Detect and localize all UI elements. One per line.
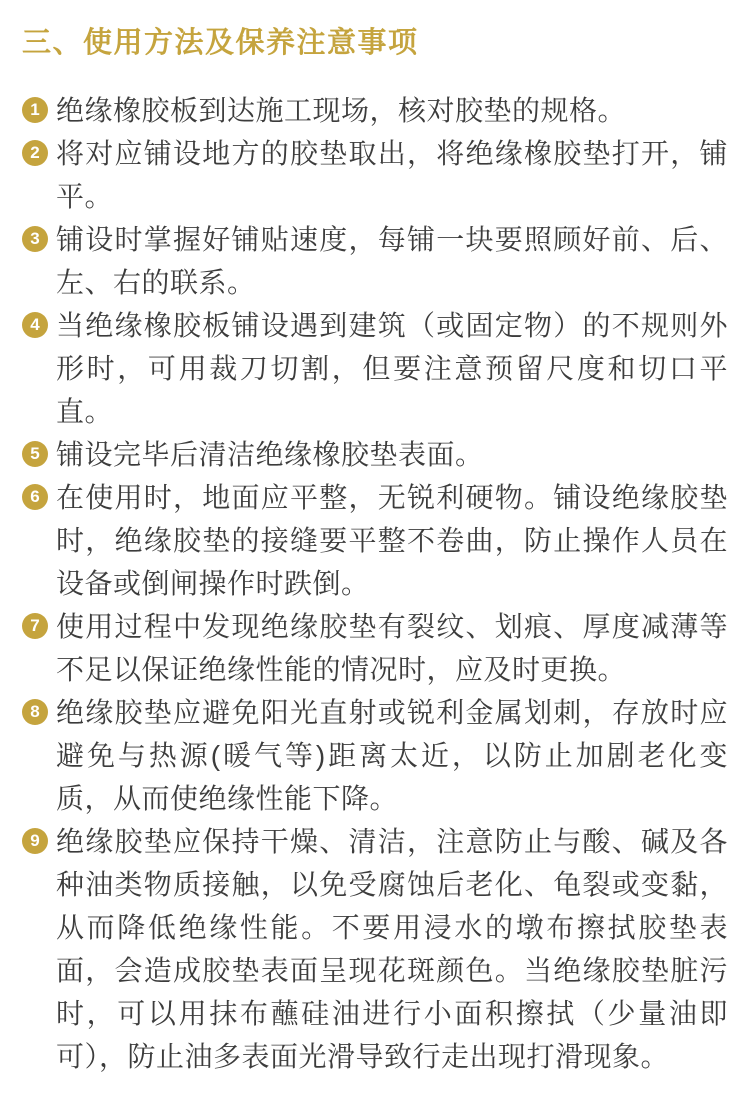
- item-number-badge: 9: [22, 828, 48, 854]
- item-number-badge: 5: [22, 441, 48, 467]
- list-item: [22, 304, 728, 433]
- item-text: 将对应铺设地方的胶垫取出，将绝缘橡胶垫打开，铺平。: [56, 137, 728, 212]
- list-item: [22, 89, 728, 132]
- list-item: [22, 820, 728, 1078]
- item-number-badge: 8: [22, 699, 48, 725]
- list-item: [22, 433, 728, 476]
- list-item: [22, 218, 728, 304]
- item-text: 绝缘胶垫应避免阳光直射或锐利金属划刺，存放时应避免与热源(暖气等)距离太近，以防止加剧老化变质，从而使绝缘性能下降。: [56, 696, 728, 814]
- item-number-badge: 6: [22, 484, 48, 510]
- list-item: [22, 476, 728, 605]
- item-number-badge: 4: [22, 312, 48, 338]
- list-item: [22, 691, 728, 820]
- item-text: 在使用时，地面应平整，无锐利硬物。铺设绝缘胶垫时，绝缘胶垫的接缝要平整不卷曲，防止操作人员在设备或倒闸操作时跌倒。: [56, 481, 728, 599]
- item-number-badge: 7: [22, 613, 48, 639]
- list-item: [22, 605, 728, 691]
- item-number-badge: 2: [22, 140, 48, 166]
- item-text: 使用过程中发现绝缘胶垫有裂纹、划痕、厚度减薄等不足以保证绝缘性能的情况时，应及时更换。: [56, 610, 728, 685]
- item-text: 绝缘胶垫应保持干燥、清洁，注意防止与酸、碱及各种油类物质接触，以免受腐蚀后老化、龟裂或变黏，从而降低绝缘性能。不要用浸水的墩布擦拭胶垫表面，会造成胶垫表面呈现花斑颜色。当绝缘胶垫脏污时，可以用抹布蘸硅油进行小面积擦拭（少量油即可），防止油多表面光滑导致行走出现打滑现象。: [56, 825, 728, 1072]
- page-title: 三、使用方法及保养注意事项: [22, 27, 419, 59]
- item-number-badge: 1: [22, 97, 48, 123]
- instruction-list: [22, 89, 728, 1078]
- item-text: 铺设时掌握好铺贴速度，每铺一块要照顾好前、后、左、右的联系。: [56, 223, 728, 298]
- item-text: 铺设完毕后清洁绝缘橡胶垫表面。: [56, 438, 484, 470]
- item-number-badge: 3: [22, 226, 48, 252]
- item-text: 绝缘橡胶板到达施工现场，核对胶垫的规格。: [56, 94, 627, 126]
- item-text: 当绝缘橡胶板铺设遇到建筑（或固定物）的不规则外形时，可用裁刀切割，但要注意预留尺度和切口平直。: [56, 309, 728, 427]
- list-item: [22, 132, 728, 218]
